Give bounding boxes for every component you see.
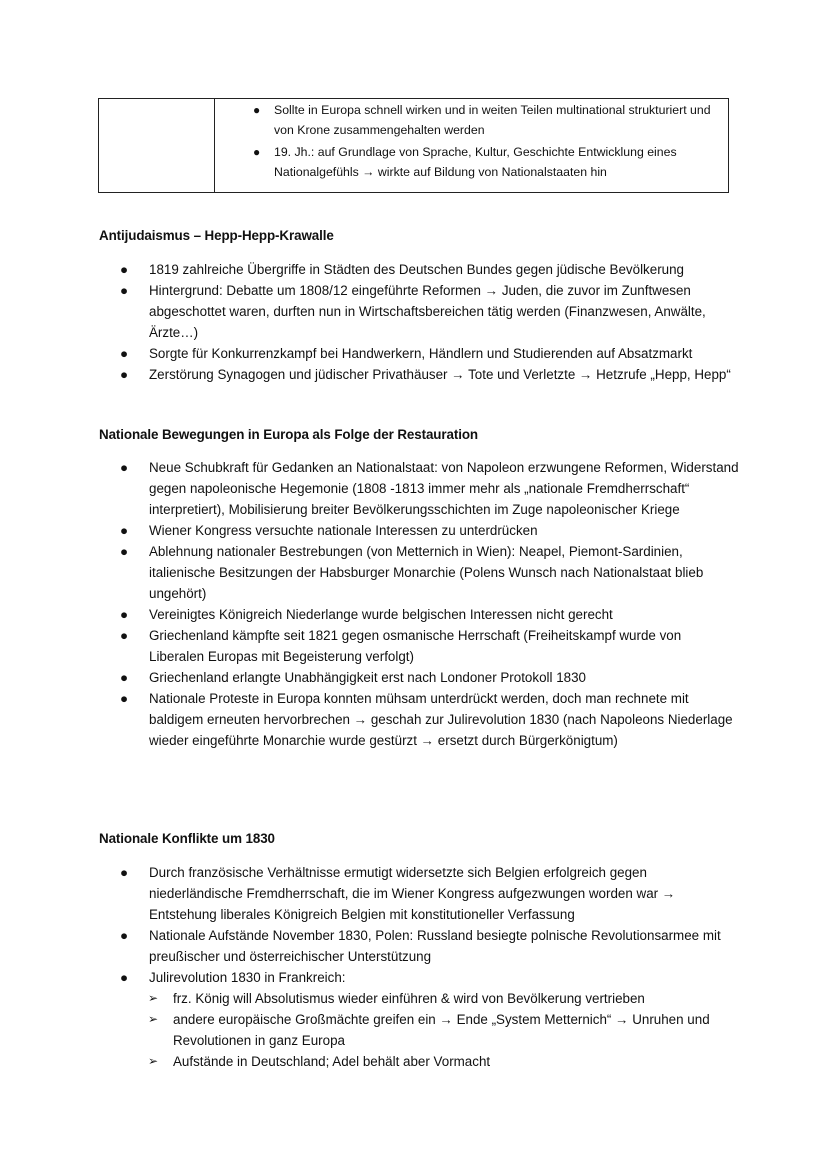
table-cell-right [215,99,728,192]
list-item: ● Sollte in Europa schnell wirken und in weiten Teilen multinational strukturiert und von Krone zusammengehalten werden [215,100,714,140]
bullet-icon: ● [120,865,129,880]
bullet-icon: ● [120,367,129,382]
table-bullet-list [215,100,714,182]
bullet-icon: ● [120,970,129,985]
sub-list-julirevolution [149,988,739,1072]
list-item: ● Neue Schubkraft für Gedanken an Nationalstaat: von Napoleon erzwungene Reformen, Widerstand gegen napoleonische Hegemonie (1808 -1813 immer mehr als „nationale Fremdherrschaft“ interpretiert), Mobilisierung breiter Bevölkerungsschichten im Zuge napoleonischer Kriege [99,457,739,520]
section-heading-nationale-konflikte: Nationale Konflikte um 1830 [99,831,275,846]
table-cell-left [99,99,215,192]
list-item: ● Durch französische Verhältnisse ermutigt widersetzte sich Belgien erfolgreich gegen niederländische Fremdherrschaft, die im Wiener Kongress aufgezwungen worden war → Entstehung liberales Königreich Belgien mit konstitutioneller Verfassung [99,862,739,925]
list-item: ● Vereinigtes Königreich Niederlange wurde belgischen Interessen nicht gerecht [99,604,739,625]
list-item: ● Nationale Aufstände November 1830, Polen: Russland besiegte polnische Revolutionsarmee mit preußischer und österreichischer Unterstützung [99,925,739,967]
bullet-icon: ● [120,928,129,943]
bullet-icon: ● [120,628,129,643]
list-item: ● Sorgte für Konkurrenzkampf bei Handwerkern, Händlern und Studierenden auf Absatzmarkt [99,343,739,364]
bullet-icon: ● [120,262,129,277]
sub-list-item: ➢ frz. König will Absolutismus wieder einführen & wird von Bevölkerung vertrieben [99,988,739,1009]
bullet-icon: ● [120,670,129,685]
bullet-icon: ● [120,544,129,559]
list-item: ● Nationale Proteste in Europa konnten mühsam unterdrückt werden, doch man rechnete mit baldigem erneuten hervorbrechen → geschah zur Julirevolution 1830 (nach Napoleons Niederlage wieder eingeführte Monarchie wurde gestürzt → ersetzt durch Bürgerkönigtum) [99,688,739,751]
list-item: ● 19. Jh.: auf Grundlage von Sprache, Kultur, Geschichte Entwicklung eines Nationalgefühls → wirkte auf Bildung von Nationalstaaten hin [215,142,714,182]
list-item: ● Griechenland kämpfte seit 1821 gegen osmanische Herrschaft (Freiheitskampf wurde von Liberalen Europas mit Begeisterung verfolgt) [99,625,739,667]
sub-list-item: ➢ Aufstände in Deutschland; Adel behält aber Vormacht [99,1051,739,1072]
bullet-icon: ● [120,283,129,298]
arrow-bullet-icon: ➢ [148,1012,159,1026]
list-item: ● Zerstörung Synagogen und jüdischer Privathäuser → Tote und Verletzte → Hetzrufe „Hepp, Hepp“ [99,364,739,385]
arrow-bullet-icon: ➢ [148,991,159,1005]
sub-list-item: ➢ andere europäische Großmächte greifen ein → Ende „System Metternich“ → Unruhen und Revolutionen in ganz Europa [99,1009,739,1051]
list-item: ● Julirevolution 1830 in Frankreich: ➢ frz. König will Absolutismus wieder einführen & wird von Bevölkerung vertrieben ➢ andere europäische Großmächte greifen ein → Ende „System Metternich“ → Unruhen und Revolutionen in ganz Europa ➢ Aufstände in Deutschland; Adel behält aber Vormacht [99,967,739,1072]
notes-table [98,98,729,193]
section-list-antijudaismus [99,259,739,385]
bullet-icon: ● [120,460,129,475]
list-item: ● Ablehnung nationaler Bestrebungen (von Metternich in Wien): Neapel, Piemont-Sardinien, italienische Besitzungen der Habsburger Monarchie (Polens Wunsch nach Nationalstaat blieb ungehört) [99,541,739,604]
section-list-nationale-konflikte [99,862,739,1072]
bullet-icon: ● [253,145,261,159]
bullet-icon: ● [120,691,129,706]
section-list-nationale-bewegungen [99,457,739,751]
list-item: ● Hintergrund: Debatte um 1808/12 eingeführte Reformen → Juden, die zuvor im Zunftwesen abgeschottet waren, durften nun in Wirtschaftsbereichen tätig werden (Finanzwesen, Anwälte, Ärzte…) [99,280,739,343]
bullet-icon: ● [120,607,129,622]
list-item: ● 1819 zahlreiche Übergriffe in Städten des Deutschen Bundes gegen jüdische Bevölkerung [99,259,739,280]
list-item: ● Griechenland erlangte Unabhängigkeit erst nach Londoner Protokoll 1830 [99,667,739,688]
bullet-icon: ● [120,346,129,361]
arrow-bullet-icon: ➢ [148,1054,159,1068]
list-item: ● Wiener Kongress versuchte nationale Interessen zu unterdrücken [99,520,739,541]
bullet-icon: ● [120,523,129,538]
section-heading-nationale-bewegungen: Nationale Bewegungen in Europa als Folge der Restauration [99,427,478,442]
section-heading-antijudaismus: Antijudaismus – Hepp-Hepp-Krawalle [99,228,334,243]
bullet-icon: ● [253,103,261,117]
